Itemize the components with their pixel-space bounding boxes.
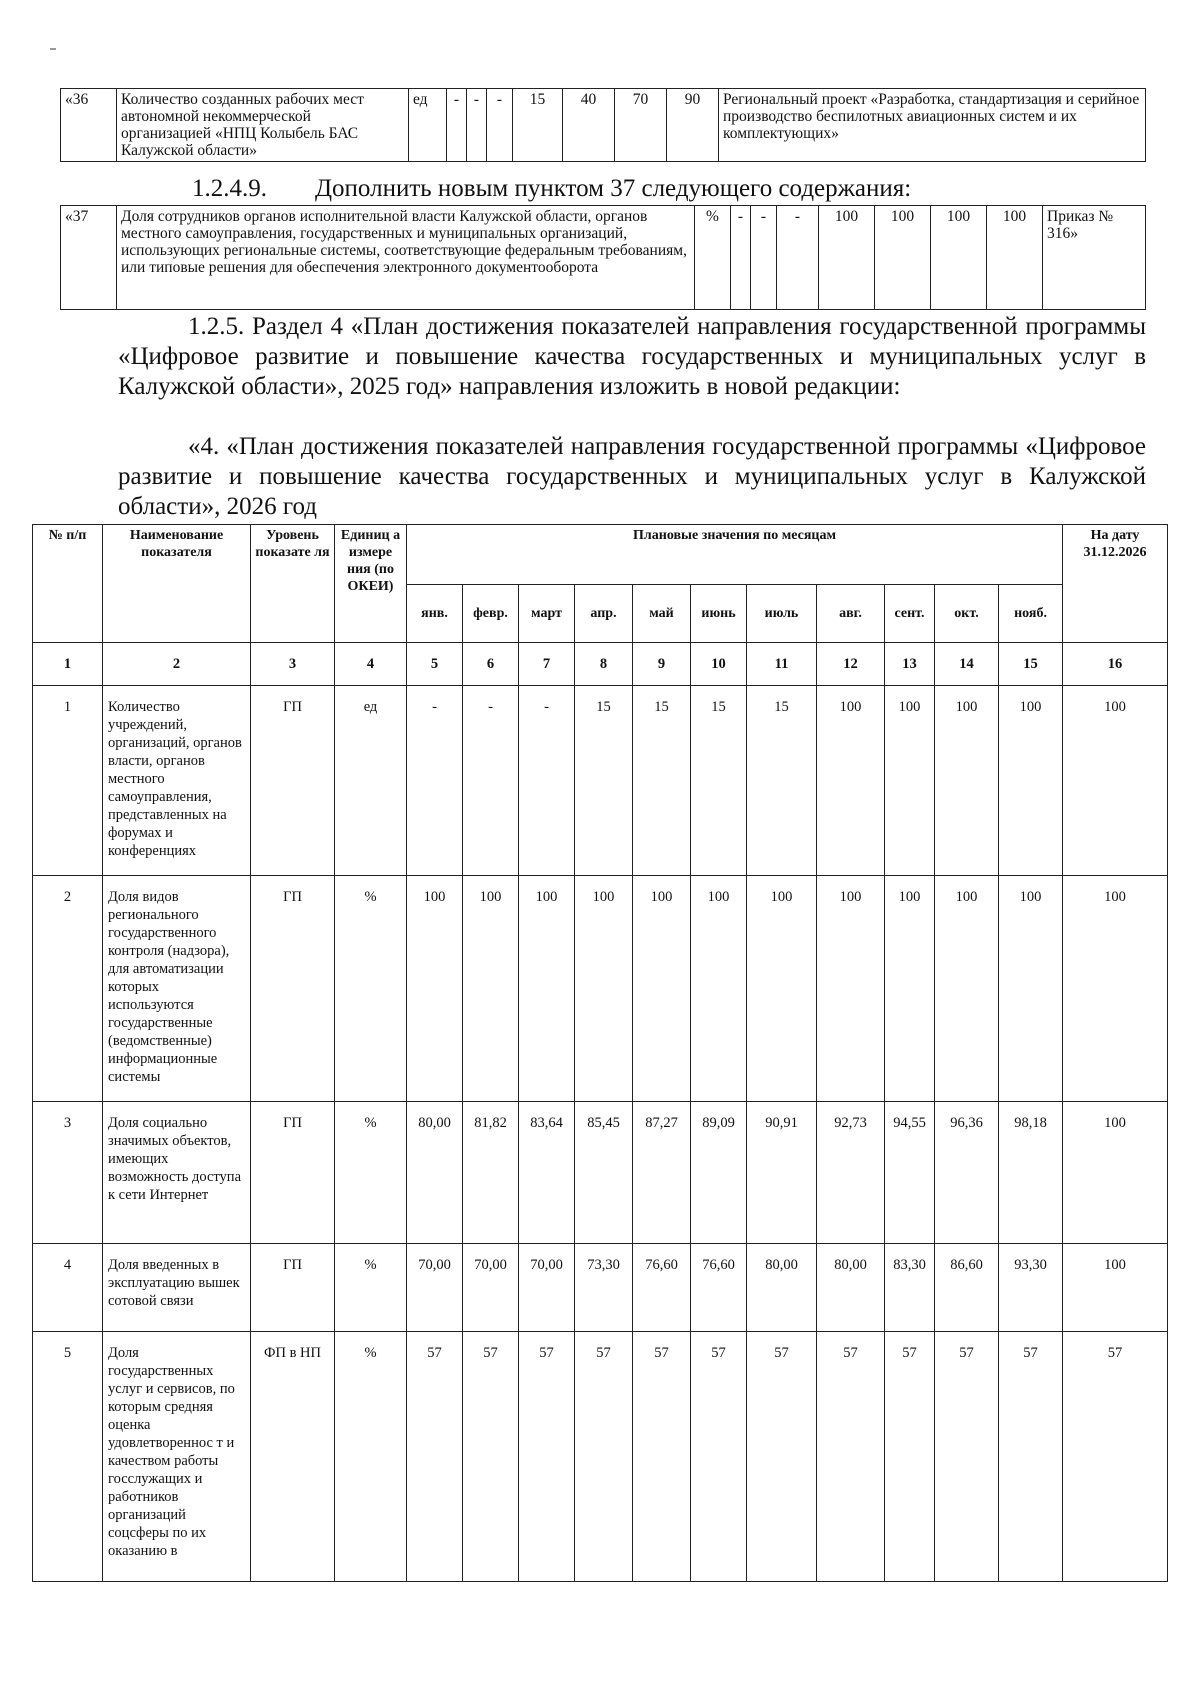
- unit: %: [335, 1244, 407, 1332]
- month-value: 100: [817, 876, 885, 1102]
- column-number: 13: [885, 643, 935, 686]
- month-value: 100: [999, 686, 1063, 876]
- row-number: 2: [33, 876, 103, 1102]
- indicator-name: Доля введенных в эксплуатацию вышек сотовой связи: [103, 1244, 251, 1332]
- month-value: 87,27: [633, 1102, 691, 1244]
- header-planned: Плановые значения по месяцам: [407, 525, 1063, 585]
- month-header: сент.: [885, 585, 935, 643]
- indicator-name: Количество созданных рабочих мест автономной некоммерческой организацией «НПЦ Колыбель БАС Калужской области»: [117, 89, 409, 162]
- unit: %: [335, 1332, 407, 1582]
- row-number: 5: [33, 1332, 103, 1582]
- row-number: «37: [61, 206, 117, 310]
- table-row: [33, 1102, 1168, 1244]
- final-value: 100: [1063, 1102, 1168, 1244]
- month-value: 89,09: [691, 1102, 747, 1244]
- source-note: Региональный проект «Разработка, стандартизация и серийное производство беспилотных авиационных систем и их комплектующих»: [719, 89, 1146, 162]
- column-number: 16: [1063, 643, 1168, 686]
- month-value: 100: [935, 686, 999, 876]
- table-row: [33, 686, 1168, 876]
- value-cell: 100: [931, 206, 987, 310]
- indicator-name: Доля социально значимых объектов, имеющих возможность доступа к сети Интернет: [103, 1102, 251, 1244]
- month-value: 100: [407, 876, 463, 1102]
- indicator-name: Доля видов регионального государственного контроля (надзора), для автоматизации которых используются государственные (ведомственные) информационные системы: [103, 876, 251, 1102]
- table-row-37: [60, 205, 1146, 310]
- plan-table: [32, 524, 1168, 1582]
- source-note: Приказ № 316»: [1043, 206, 1146, 310]
- scan-mark: [50, 48, 56, 50]
- month-header: март: [519, 585, 575, 643]
- month-value: 57: [999, 1332, 1063, 1582]
- month-value: 57: [747, 1332, 817, 1582]
- column-number: 7: [519, 643, 575, 686]
- month-value: 15: [691, 686, 747, 876]
- month-value: 73,30: [575, 1244, 633, 1332]
- month-value: 100: [885, 686, 935, 876]
- month-value: 100: [519, 876, 575, 1102]
- value-cell: -: [467, 89, 487, 162]
- month-value: 57: [575, 1332, 633, 1582]
- month-value: 83,30: [885, 1244, 935, 1332]
- month-value: 80,00: [407, 1102, 463, 1244]
- month-header: февр.: [463, 585, 519, 643]
- month-header: июль: [747, 585, 817, 643]
- month-header: нояб.: [999, 585, 1063, 643]
- row-number: 4: [33, 1244, 103, 1332]
- month-header: май: [633, 585, 691, 643]
- value-cell: -: [447, 89, 467, 162]
- month-value: 100: [463, 876, 519, 1102]
- header-date: На дату 31.12.2026: [1063, 525, 1168, 643]
- month-header: июнь: [691, 585, 747, 643]
- month-value: 76,60: [633, 1244, 691, 1332]
- value-cell: 90: [667, 89, 719, 162]
- table-row: [33, 876, 1168, 1102]
- month-value: 57: [817, 1332, 885, 1582]
- table-row: [33, 1332, 1168, 1582]
- header-num: № п/п: [33, 525, 103, 643]
- header-unit: Единиц а измере ния (по ОКЕИ): [335, 525, 407, 643]
- indicator-name: Количество учреждений, организаций, органов власти, органов местного самоуправления, представленных на форумах и конференциях: [103, 686, 251, 876]
- value-cell: 70: [615, 89, 667, 162]
- unit: ед: [335, 686, 407, 876]
- value-cell: -: [731, 206, 751, 310]
- column-number: 15: [999, 643, 1063, 686]
- header-level: Уровень показате ля: [251, 525, 335, 643]
- unit: %: [335, 1102, 407, 1244]
- value-cell: 100: [875, 206, 931, 310]
- month-value: 98,18: [999, 1102, 1063, 1244]
- month-value: 70,00: [407, 1244, 463, 1332]
- month-value: 76,60: [691, 1244, 747, 1332]
- month-value: 15: [575, 686, 633, 876]
- indicator-level: ГП: [251, 876, 335, 1102]
- month-header: янв.: [407, 585, 463, 643]
- month-value: 100: [885, 876, 935, 1102]
- month-value: -: [519, 686, 575, 876]
- heading-number: 1.2.4.9.: [192, 175, 267, 202]
- month-value: 80,00: [817, 1244, 885, 1332]
- month-value: 100: [935, 876, 999, 1102]
- column-number: 9: [633, 643, 691, 686]
- column-number: 5: [407, 643, 463, 686]
- column-number: 2: [103, 643, 251, 686]
- row-number: «36: [61, 89, 117, 162]
- column-number: 4: [335, 643, 407, 686]
- final-value: 100: [1063, 1244, 1168, 1332]
- month-value: 100: [633, 876, 691, 1102]
- row-number: 1: [33, 686, 103, 876]
- value-cell: 15: [513, 89, 563, 162]
- value-cell: -: [751, 206, 777, 310]
- column-number: 11: [747, 643, 817, 686]
- table-row: [33, 1244, 1168, 1332]
- section-heading-1249: [192, 174, 911, 204]
- month-value: 93,30: [999, 1244, 1063, 1332]
- final-value: 100: [1063, 876, 1168, 1102]
- month-value: 57: [935, 1332, 999, 1582]
- month-value: 70,00: [463, 1244, 519, 1332]
- final-value: 57: [1063, 1332, 1168, 1582]
- final-value: 100: [1063, 686, 1168, 876]
- month-value: 92,73: [817, 1102, 885, 1244]
- row-number: 3: [33, 1102, 103, 1244]
- column-numbers-row: [33, 643, 1168, 686]
- month-value: 90,91: [747, 1102, 817, 1244]
- month-value: 57: [691, 1332, 747, 1582]
- column-number: 1: [33, 643, 103, 686]
- month-value: 83,64: [519, 1102, 575, 1244]
- value-cell: 40: [563, 89, 615, 162]
- unit: ед: [409, 89, 447, 162]
- month-value: 86,60: [935, 1244, 999, 1332]
- month-value: 94,55: [885, 1102, 935, 1244]
- month-value: 96,36: [935, 1102, 999, 1244]
- value-cell: 100: [987, 206, 1043, 310]
- month-value: 100: [747, 876, 817, 1102]
- indicator-name: Доля государственных услуг и сервисов, по которым средняя оценка удовлетвореннос т и качеством работы госслужащих и работников организаций соцсферы по их оказанию в: [103, 1332, 251, 1582]
- month-value: -: [463, 686, 519, 876]
- paragraph-4: «4. «План достижения показателей направления государственной программы «Цифровое развитие и повышение качества государственных и муниципальных услуг в Калужской области», 2026 год: [118, 433, 1146, 520]
- header-name: Наименование показателя: [103, 525, 251, 643]
- column-number: 8: [575, 643, 633, 686]
- column-number: 14: [935, 643, 999, 686]
- month-value: 85,45: [575, 1102, 633, 1244]
- month-header: окт.: [935, 585, 999, 643]
- column-number: 3: [251, 643, 335, 686]
- month-value: 70,00: [519, 1244, 575, 1332]
- heading-text: Дополнить новым пунктом 37 следующего содержания:: [315, 175, 912, 202]
- month-value: 81,82: [463, 1102, 519, 1244]
- month-value: 57: [519, 1332, 575, 1582]
- month-value: 100: [691, 876, 747, 1102]
- month-value: 100: [999, 876, 1063, 1102]
- column-number: 6: [463, 643, 519, 686]
- indicator-level: ГП: [251, 1102, 335, 1244]
- month-value: 15: [633, 686, 691, 876]
- month-value: 57: [885, 1332, 935, 1582]
- month-value: 57: [463, 1332, 519, 1582]
- indicator-level: ФП в НП: [251, 1332, 335, 1582]
- month-value: 80,00: [747, 1244, 817, 1332]
- month-value: 57: [407, 1332, 463, 1582]
- indicator-name: Доля сотрудников органов исполнительной власти Калужской области, органов местного самоуправления, государственных и муниципальных организаций, использующих региональные системы, соответствующие федеральным требованиям, или типовые решения для обеспечения электронного документооборота: [117, 206, 695, 310]
- month-header: апр.: [575, 585, 633, 643]
- unit: %: [695, 206, 731, 310]
- month-value: 57: [633, 1332, 691, 1582]
- month-value: -: [407, 686, 463, 876]
- value-cell: 100: [819, 206, 875, 310]
- month-header: авг.: [817, 585, 885, 643]
- column-number: 10: [691, 643, 747, 686]
- indicator-level: ГП: [251, 686, 335, 876]
- column-number: 12: [817, 643, 885, 686]
- paragraph-125: 1.2.5. Раздел 4 «План достижения показателей направления государственной программы «Цифровое развитие и повышение качества государственных и муниципальных услуг в Калужской области», 2025 год» направления изложить в новой редакции:: [118, 313, 1146, 400]
- unit: %: [335, 876, 407, 1102]
- value-cell: -: [487, 89, 513, 162]
- month-value: 15: [747, 686, 817, 876]
- month-value: 100: [817, 686, 885, 876]
- value-cell: -: [777, 206, 819, 310]
- indicator-level: ГП: [251, 1244, 335, 1332]
- table-row-36: [60, 88, 1146, 162]
- month-value: 100: [575, 876, 633, 1102]
